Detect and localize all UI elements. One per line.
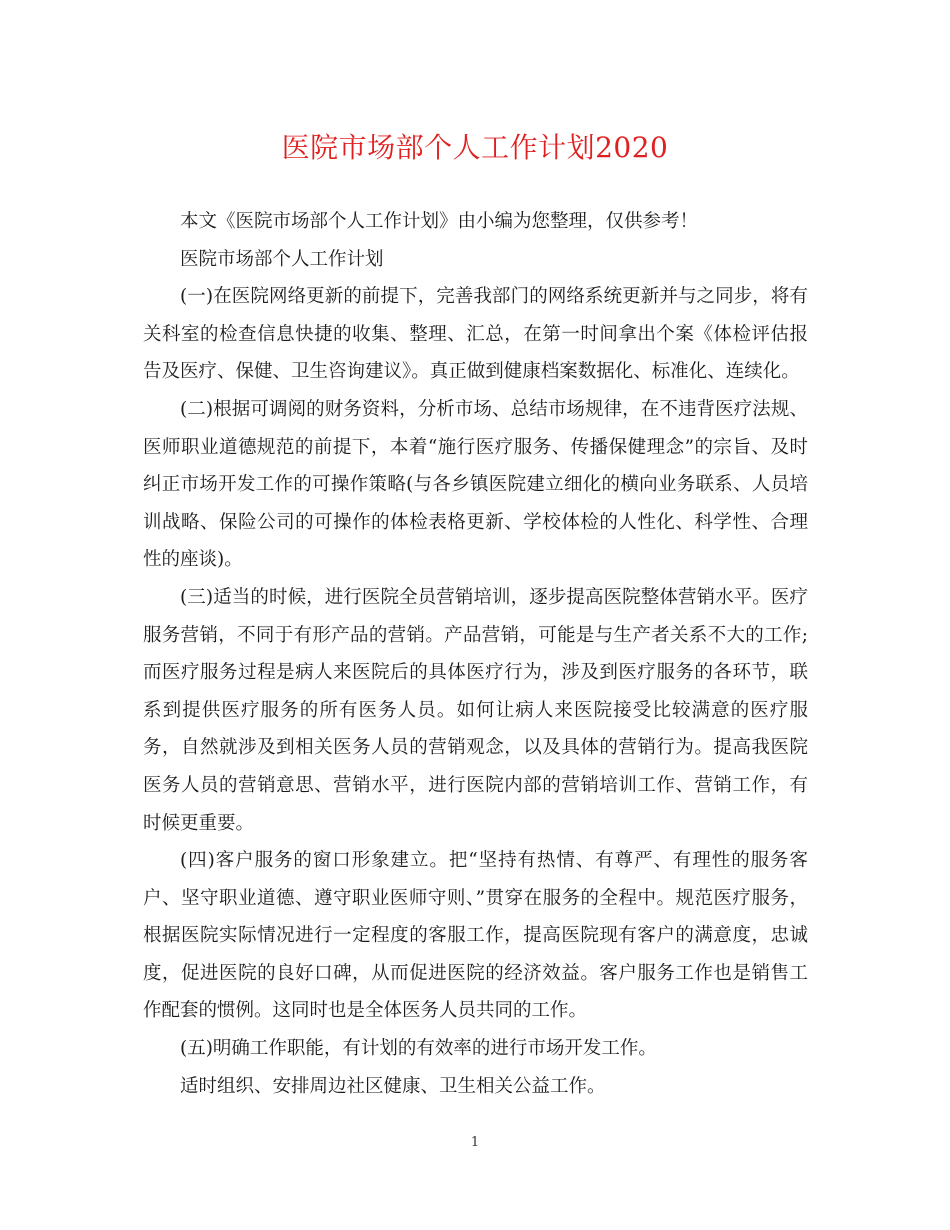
intro-paragraph: 本文《医院市场部个人工作计划》由小编为您整理，仅供参考！ [180,211,699,232]
subtitle-paragraph: 医院市场部个人工作计划 [180,248,384,270]
section-3-paragraph: (三)适当的时候，进行医院全员营销培训，逐步提高医院整体营销水平。医疗服务营销，不同于有形产品的营销。产品营销，可能是与生产者关系不大的工作;而医疗服务过程是病人来医院后的具体医疗行为，涉及到医疗服务的各环节，联系到提供医疗服务的所有医务人员。如何让病人来医院接受比较满意的医疗服务，自然就涉及到相关医务人员的营销观念，以及具体的营销行为。提高我医院医务人员的营销意思、营销水平，进行医院内部的营销培训工作、营销工作，有时候更重要。 [143,586,808,834]
page-number: 1 [470,1135,480,1150]
section-1-paragraph: (一)在医院网络更新的前提下，完善我部门的网络系统更新并与之同步，将有关科室的检查信息快捷的收集、整理、汇总，在第一时间拿出个案《体检评估报告及医疗、保健、卫生咨询建议》。真正做到健康档案数据化、标准化、连续化。 [143,286,808,383]
closing-paragraph: 适时组织、安排周边社区健康、卫生相关公益工作。 [180,1075,606,1097]
section-5-paragraph: (五)明确工作职能，有计划的有效率的进行市场开发工作。 [180,1038,657,1060]
document-body [143,203,808,1105]
section-4-paragraph: (四)客户服务的窗口形象建立。把“坚持有热情、有尊严、有理性的服务客户、坚守职业道德、遵守职业医师守则、”贯穿在服务的全程中。规范医疗服务，根据医院实际情况进行一定程度的客服工作，提高医院现有客户的满意度，忠诚度，促进医院的良好口碑，从而促进医院的经济效益。客户服务工作也是销售工作配套的惯例。这同时也是全体医务人员共同的工作。 [143,850,808,1022]
section-2-paragraph: (二)根据可调阅的财务资料，分析市场、总结市场规律，在不违背医疗法规、医师职业道德规范的前提下，本着“施行医疗服务、传播保健理念”的宗旨、及时纠正市场开发工作的可操作策略(与各乡镇医院建立细化的横向业务联系、人员培训战略、保险公司的可操作的体检表格更新、学校体检的人性化、科学性、合理性的座谈)。 [143,398,808,571]
document-title: 医院市场部个人工作计划2020 [281,131,669,164]
